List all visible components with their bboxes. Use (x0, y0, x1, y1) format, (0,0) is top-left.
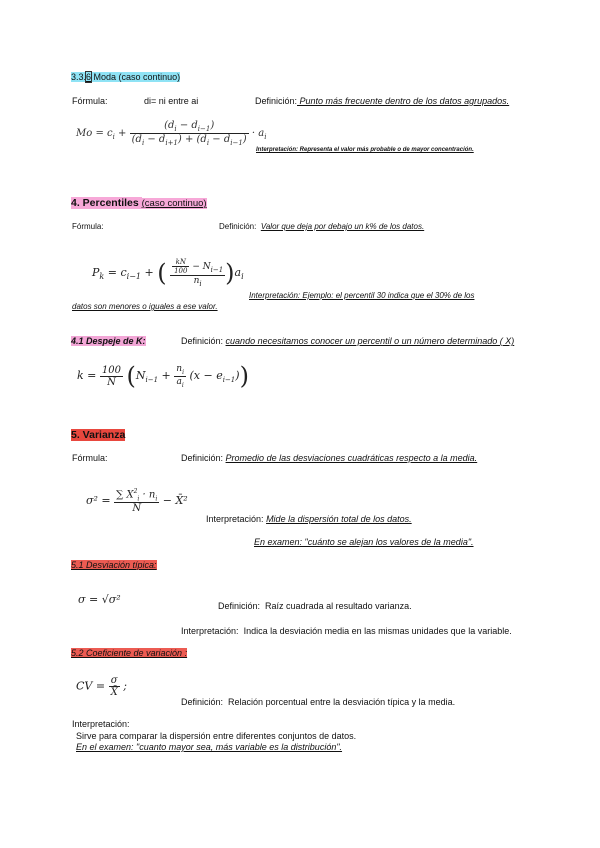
varianza-formula: σ² = $\frac{\sum X^2_i \cdot n_i}{N}$ − X̄² (86, 488, 188, 515)
despeje-definition (181, 336, 514, 346)
varianza-def-label: Definición: (181, 453, 224, 463)
percentile-formula: $P_k = c_{i-1}$ + ( $\frac{kN}{100}$ − $N_{i-1}$ $n_i$ )$a_i$ (92, 258, 244, 288)
coeficiente-interp-line2: En el examen: "cuanto mayor sea, más variable es la distribución". (76, 742, 343, 752)
varianza-interpretation (206, 514, 412, 524)
coeficiente-heading: 5.2 Coeficiente de variación : (71, 648, 188, 658)
desviacion-definition (218, 601, 412, 611)
desviacion-interp-label: Interpretación: (181, 626, 239, 636)
percentiles-definition (219, 222, 424, 231)
moda-def-text: Punto más frecuente dentro de los datos agrupados. (297, 96, 510, 106)
moda-formula-text: di= ni entre ai (144, 96, 199, 106)
moda-formula-label: Fórmula: (72, 96, 108, 106)
percentile-fraction: $\frac{kN}{100}$ − $N_{i-1}$ $n_i$ (170, 258, 225, 288)
percentiles-heading-sub: (caso continuo) (141, 198, 207, 209)
varianza-heading: 5. Varianza (71, 429, 126, 441)
desviacion-def-label: Definición: (218, 601, 261, 611)
moda-tail: · a (251, 128, 265, 139)
coeficiente-interp-label: Interpretación: (72, 719, 130, 729)
coeficiente-def-label: Definición: (181, 697, 224, 707)
percentiles-heading (71, 197, 207, 209)
coeficiente-interp-line1: Sirve para comparar la dispersión entre diferentes conjuntos de datos. (76, 731, 357, 741)
coeficiente-formula: CV = $\frac{\sigma}{X̄}$ ; (76, 675, 127, 698)
moda-fraction (130, 120, 249, 147)
coeficiente-definition (181, 697, 455, 707)
percentiles-def-label: Definición: (219, 222, 257, 231)
percentiles-def-text: Valor que deja por debajo un k% de los datos. (260, 222, 425, 231)
moda-def-label: Definición: (255, 96, 298, 106)
desviacion-def-text: Raíz cuadrada al resultado varianza. (265, 601, 412, 611)
despeje-heading: 4.1 Despeje de K: (71, 336, 146, 346)
moda-heading-rest: Moda (caso continuo) (91, 72, 181, 82)
percentiles-heading-main: 4. Percentiles (71, 197, 142, 209)
despeje-def-label: Definición: (181, 336, 224, 346)
varianza-exam: En examen: "cuánto se alejan los valores de la media". (254, 537, 474, 547)
varianza-definition (181, 453, 477, 463)
percentiles-interp-a: Interpretación: Ejemplo: el percentil 30 indica que el 30% de los (249, 291, 475, 300)
moda-heading-num2: 6 (86, 72, 92, 82)
moda-denominator: $(d_i - d_{i+1}) + (d_i - d_{i-1})$ (131, 134, 247, 147)
moda-c: c (107, 128, 113, 139)
desviacion-interpretation (181, 626, 512, 636)
moda-lhs: Mo (76, 128, 93, 139)
coeficiente-def-text: Relación porcentual entre la desviación típica y la media. (228, 697, 456, 707)
varianza-interp-label: Interpretación: (206, 514, 264, 524)
moda-definition (255, 96, 509, 106)
desviacion-interp-text: Indica la desviación media en las mismas unidades que la variable. (243, 626, 512, 636)
moda-formula: $Mo = c_i$ + $\frac{(d_i - d_{i-1})}{(d_i - d_{i+1}) + (d_i - d_{i-1})}$ · $a_i$ (76, 120, 267, 147)
percentiles-formula-label: Fórmula: (72, 222, 104, 231)
moda-heading-num: 3.3. (71, 72, 87, 82)
varianza-def-text: Promedio de las desviaciones cuadráticas respecto a la media. (225, 453, 478, 463)
despeje-def-text: cuando necesitamos conocer un percentil o un número determinado ( X) (225, 336, 515, 346)
percentiles-interp-b: datos son menores o iguales a ese valor. (72, 302, 218, 311)
varianza-formula-label: Fórmula: (72, 453, 108, 463)
moda-heading (71, 72, 180, 82)
moda-interpretation: Interpretación: Representa el valor más probable o de mayor concentración. (256, 147, 474, 153)
desviacion-formula: σ = √σ² (78, 593, 121, 606)
varianza-interp-text: Mide la dispersión total de los datos. (266, 514, 412, 524)
k-formula: k = $\frac{100}{N}$ ($N_{i-1}$ + $\frac{n_i}{a_i}$ $(x - e_{i-1})$) (77, 362, 249, 390)
moda-numerator: $(d_i - d_{i-1})$ (130, 120, 249, 134)
desviacion-heading: 5.1 Desviación típica: (71, 560, 157, 570)
